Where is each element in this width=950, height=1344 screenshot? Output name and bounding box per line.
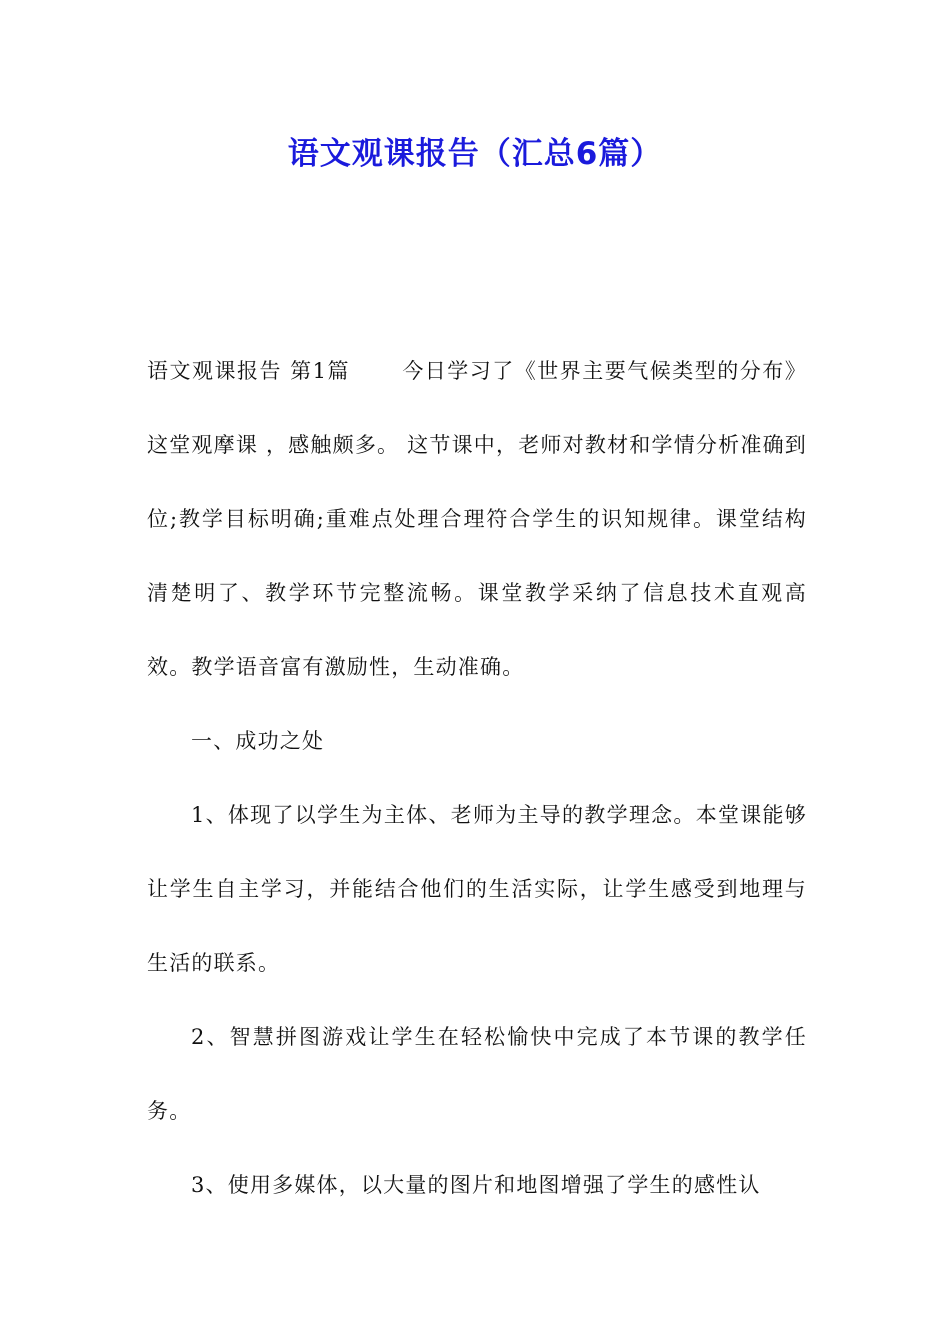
intro-paragraph: [147, 334, 807, 704]
point-3: 3、使用多媒体，以大量的图片和地图增强了学生的感性认: [191, 1173, 761, 1197]
intro-heading: 语文观课报告 第1篇: [147, 359, 351, 383]
intro-text: 今日学习了《世界主要气候类型的分布》这堂观摩课 ，感触颇多。 这节课中，老师对教材和学情分析准确到位;教学目标明确;重难点处理合理符合学生的识知规律。课堂结构清楚明了、教学环节完整流畅。课堂教学采纳了信息技术直观高效。教学语音富有激励性，生动准确。: [147, 359, 807, 679]
point-1: 1、体现了以学生为主体、老师为主导的教学理念。本堂课能够让学生自主学习，并能结合他们的生活实际，让学生感受到地理与生活的联系。: [147, 803, 807, 975]
section-heading: 一、成功之处: [191, 729, 325, 753]
document-body: [147, 334, 807, 1222]
point-2: 2、智慧拼图游戏让学生在轻松愉快中完成了本节课的教学任务。: [147, 1025, 807, 1123]
document-title: 语文观课报告（汇总6篇）: [287, 136, 663, 172]
